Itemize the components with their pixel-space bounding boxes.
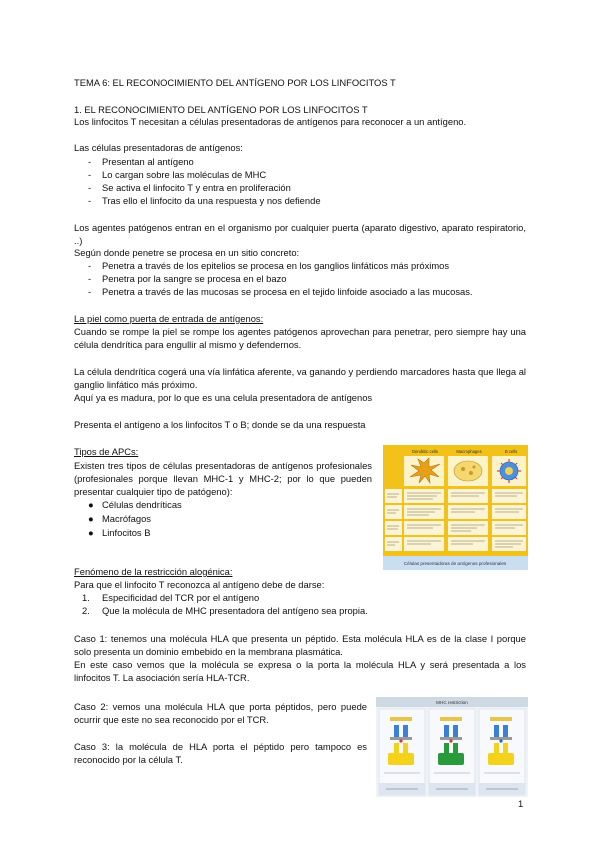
figure-header: MHC restriction [436, 700, 468, 705]
macrophage-icon [454, 461, 482, 481]
list-item: - Penetra a través de las mucosas se procesa en el tejido linfoide asociado a las mucosas. [88, 286, 473, 297]
mhc-restriction-figure [376, 697, 528, 797]
case-1-text: Caso 1: tenemos una molécula HLA que presenta un péptido. Esta molécula HLA es de la clase I porque solo presenta un dominio embebido en la membrana plasmática. [74, 633, 526, 657]
list-item: - Presentan al antígeno [88, 156, 194, 167]
skin-heading: La piel como puerta de entrada de antígenos: [74, 313, 264, 324]
list-item: - Penetra por la sangre se procesa en el bazo [88, 273, 287, 284]
column-header: B cells [504, 449, 518, 454]
pathogens-paragraph: Los agentes patógenos entran en el organismo por cualquier puerta (aparato digestivo, aparato respiratorio, ..) [74, 222, 526, 246]
list-item: ● Macrófagos [88, 513, 151, 524]
mhc-panel-1 [379, 709, 425, 795]
list-item: - Penetra a través de los epitelios se procesa en los ganglios linfáticos más próximos [88, 260, 450, 271]
list-item: - Lo cargan sobre las moléculas de MHC [88, 169, 267, 180]
list-item: - Se activa el linfocito T y entra en proliferación [88, 182, 291, 193]
apc-intro: Las células presentadoras de antígenos: [74, 142, 243, 153]
mhc-restriction-graphic [376, 697, 528, 797]
list-item: ● Células dendríticas [88, 499, 182, 510]
figure-caption: Células presentadoras de antígenos profesionales [403, 561, 507, 566]
apc-table-graphic [383, 445, 528, 570]
list-item: - Tras ello el linfocito da una respuesta y nos defiende [88, 195, 321, 206]
skin-paragraph-4: Presenta el antígeno a los linfocitos T o B; donde se da una respuesta [74, 419, 366, 430]
mhc-panel-3 [479, 709, 525, 795]
apc-types-figure [383, 445, 528, 570]
list-item: 2. Que la molécula de MHC presentadora del antígeno sea propia. [82, 605, 368, 616]
restriction-heading: Fenómeno de la restricción alogénica: [74, 566, 233, 577]
list-item: 1. Especificidad del TCR por el antígeno [82, 592, 260, 603]
section-1-heading: 1. EL RECONOCIMIENTO DEL ANTÍGENO POR LOS LINFOCITOS T [74, 104, 368, 115]
case-3-text: Caso 3: la molécula de HLA porta el péptido pero tampoco es reconocido por la célula T. [74, 741, 367, 765]
intro-text: Los linfocitos T necesitan a células presentadoras de antígenos para reconocer a un antígeno. [74, 116, 467, 127]
apc-types-paragraph: Existen tres tipos de células presentadoras de antígenos profesionales (profesionales porque llevan MHC-1 y MHC-2; por lo que pueden presentar cualquier tipo de patógeno): [74, 460, 372, 497]
skin-paragraph-3: Aquí ya es madura, por lo que es una celula presentadora de antígenos [74, 392, 373, 403]
pathogens-paragraph-2: Según donde penetre se procesa en un sitio concreto: [74, 247, 300, 258]
column-header: Dendritic cells [411, 449, 439, 454]
apc-types-heading: Tipos de APCs: [74, 446, 139, 457]
restriction-paragraph: Para que el linfocito T reconozca al antígeno debe de darse: [74, 579, 325, 590]
case-1b-text: En este caso vemos que la molécula se expresa o la porta la molécula HLA y será presentada a los linfocitos T. La asociación sería HLA-TCR. [74, 659, 526, 683]
skin-paragraph-2: La célula dendrítica cogerá una vía linfática aferente, va ganando y perdiendo marcadores hasta que llega al ganglio linfático más próximo. [74, 366, 526, 390]
skin-paragraph-1: Cuando se rompe la piel se rompe los agentes patógenos aprovechan para penetrar, pero siempre hay una célula dendrítica para engullir al mismo y defendernos. [74, 326, 526, 350]
mhc-panel-2 [429, 709, 475, 795]
column-header: Macrophages [456, 449, 482, 454]
page-title: TEMA 6: EL RECONOCIMIENTO DEL ANTÍGENO POR LOS LINFOCITOS T [74, 77, 396, 88]
page-number: 1 [518, 798, 524, 809]
case-2-text: Caso 2: vemos una molécula HLA que porta péptidos, pero puede ocurrir que este no sea reconocido por el TCR. [74, 701, 367, 725]
list-item: ● Linfocitos B [88, 527, 151, 538]
